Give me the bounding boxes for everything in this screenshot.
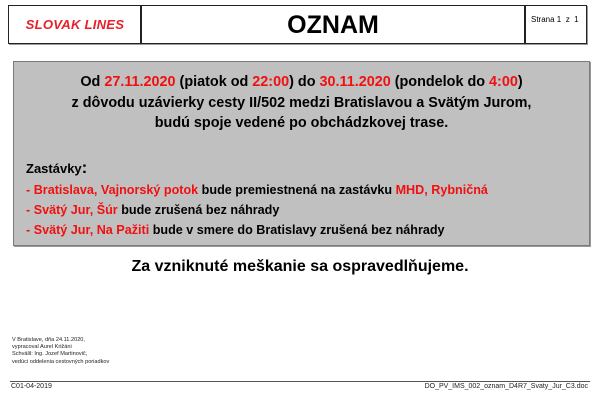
signature-place-date: V Bratislave, dňa 24.11.2020,	[12, 337, 85, 343]
stop-name: - Svätý Jur, Šúr	[26, 203, 118, 217]
replacement-stop: MHD, Rybničná	[395, 183, 488, 197]
page-indicator: Strana 1 z 1	[531, 15, 579, 24]
slovak-lines-logo: SLOVAK LINES	[25, 17, 124, 32]
signature-approver-role: vedúci oddelenia cestovných poriadkov	[12, 358, 110, 365]
intro-text: (piatok od	[175, 74, 253, 90]
signature-approver: Schválil: Ing. Jozef Martinovič,	[12, 351, 88, 358]
apology-text: Za vzniknuté meškanie sa ospravedlňujeme.	[131, 258, 469, 275]
list-item	[26, 220, 488, 240]
document-title: OZNAM	[142, 6, 526, 43]
footer-filename: DO_PV_IMS_002_oznam_D4R7_Svaty_Jur_C3.doc	[424, 383, 588, 390]
stop-name: - Svätý Jur, Na Pažiti	[26, 223, 150, 237]
intro-line-reason: z dôvodu uzávierky cesty II/502 medzi Bratislavou a Svätým Jurom,	[71, 94, 532, 111]
intro-text: (pondelok do	[390, 74, 490, 90]
list-item	[26, 200, 488, 220]
stops-list	[26, 180, 488, 240]
signature-block	[12, 337, 109, 366]
start-date: 27.11.2020	[104, 74, 176, 90]
stops-heading-colon: :	[81, 158, 88, 177]
signature-author: vypracoval Aurel Križáni	[12, 344, 72, 351]
logo-cell	[9, 6, 142, 43]
stops-heading	[26, 158, 87, 178]
stop-change: bude zrušená bez náhrady	[117, 203, 280, 217]
stop-change: bude premiestnená na zastávku	[198, 183, 396, 197]
intro-text: ) do	[289, 74, 320, 90]
footer-form-code: C01-04-2019	[11, 383, 52, 390]
document-header	[8, 5, 587, 44]
intro-line-dates	[14, 72, 589, 93]
notice-intro	[14, 72, 589, 134]
start-time: 22:00	[252, 74, 290, 90]
stop-name: - Bratislava, Vajnorský potok	[26, 183, 199, 197]
end-date: 30.11.2020	[319, 74, 391, 90]
intro-text: )	[517, 74, 523, 90]
intro-text: Od	[80, 74, 105, 90]
list-item	[26, 180, 488, 200]
footer-divider	[10, 381, 590, 382]
end-time: 4:00	[489, 74, 518, 90]
stops-heading-text: Zastávky	[26, 161, 82, 176]
intro-line-detour: budú spoje vedené po obchádzkovej trase.	[154, 115, 449, 131]
stop-change: bude v smere do Bratislavy zrušená bez náhrady	[149, 223, 445, 237]
notice-box	[13, 61, 590, 246]
